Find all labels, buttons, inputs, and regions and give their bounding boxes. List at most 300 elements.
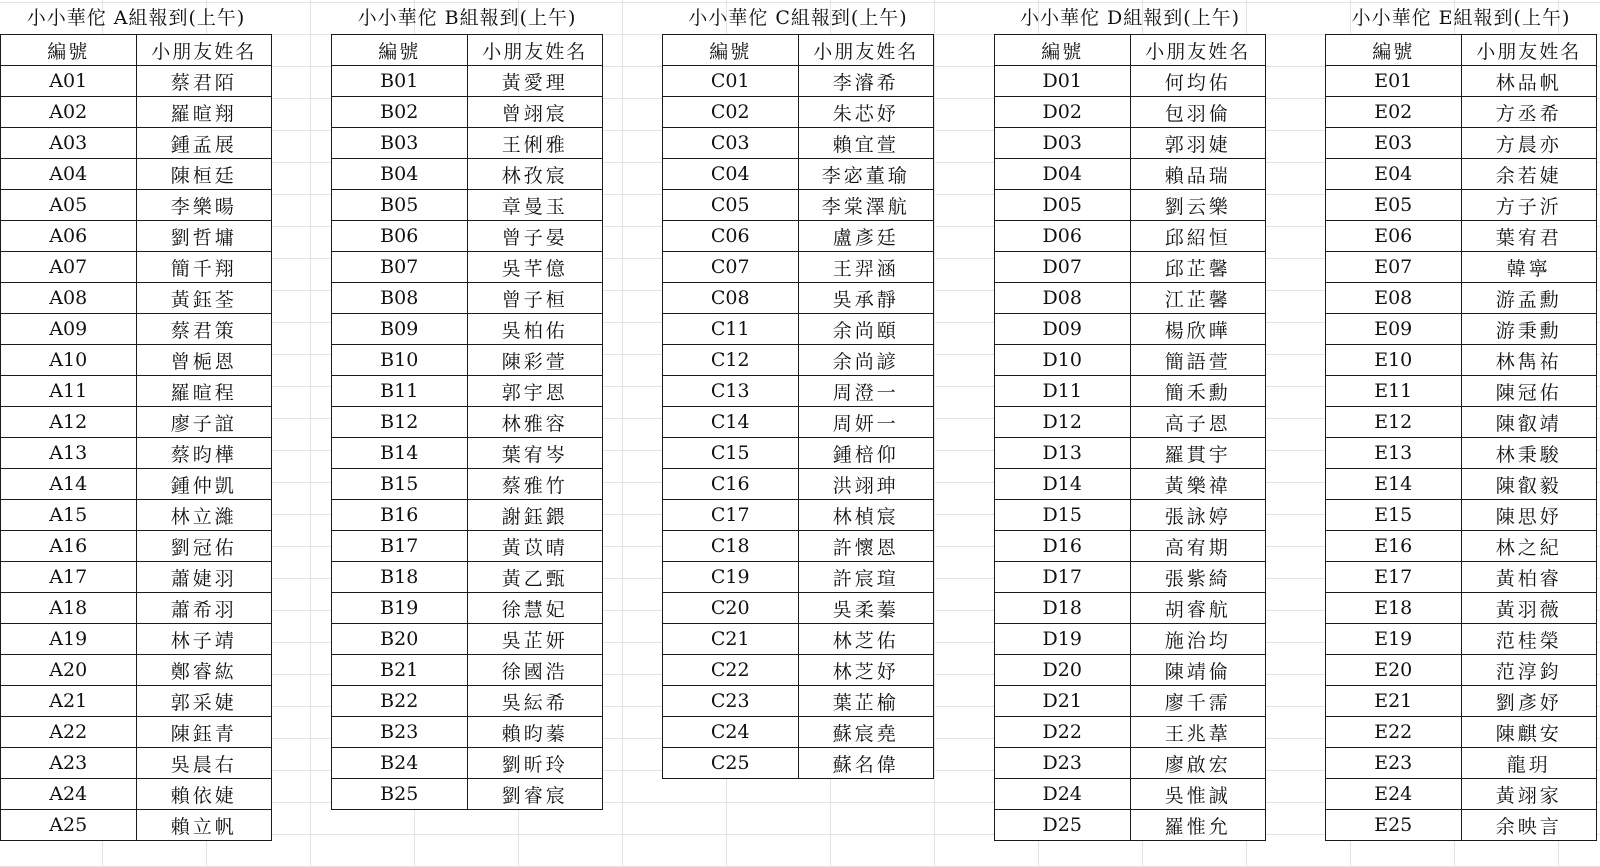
child-id-cell[interactable]: C03 <box>663 128 799 159</box>
child-id-cell[interactable]: A17 <box>1 562 137 593</box>
child-id-cell[interactable]: E10 <box>1326 345 1462 376</box>
child-id-cell[interactable]: E23 <box>1326 748 1462 779</box>
child-id-cell[interactable]: E18 <box>1326 593 1462 624</box>
child-name-cell[interactable]: 余若婕 <box>1461 159 1597 190</box>
child-name-cell[interactable]: 王俐雅 <box>467 128 603 159</box>
child-name-cell[interactable]: 林子靖 <box>136 624 272 655</box>
child-name-cell[interactable]: 賴品瑞 <box>1130 159 1266 190</box>
child-id-cell[interactable]: C25 <box>663 748 799 779</box>
child-name-cell[interactable]: 羅貫宇 <box>1130 438 1266 469</box>
child-id-cell[interactable]: E07 <box>1326 252 1462 283</box>
child-id-cell[interactable]: B23 <box>332 717 468 748</box>
child-id-cell[interactable]: A04 <box>1 159 137 190</box>
child-name-cell[interactable]: 蔡雅竹 <box>467 469 603 500</box>
child-name-cell[interactable]: 賴立帆 <box>136 810 272 841</box>
child-name-cell[interactable]: 曾子桓 <box>467 283 603 314</box>
child-id-cell[interactable]: E11 <box>1326 376 1462 407</box>
child-id-cell[interactable]: B05 <box>332 190 468 221</box>
child-name-cell[interactable]: 李棠澤航 <box>798 190 934 221</box>
child-name-cell[interactable]: 曾梔恩 <box>136 345 272 376</box>
table-row <box>663 717 934 748</box>
table-row <box>663 655 934 686</box>
child-id-cell[interactable]: D02 <box>995 97 1131 128</box>
child-name-cell[interactable]: 許懷恩 <box>798 531 934 562</box>
child-name-cell[interactable]: 吳紜希 <box>467 686 603 717</box>
table-row <box>332 624 603 655</box>
child-name-cell[interactable]: 林芝妤 <box>798 655 934 686</box>
child-id-cell[interactable]: C22 <box>663 655 799 686</box>
table-row <box>663 221 934 252</box>
child-name-cell[interactable]: 吳承靜 <box>798 283 934 314</box>
child-id-cell[interactable]: B25 <box>332 779 468 810</box>
child-id-cell[interactable]: B06 <box>332 221 468 252</box>
child-name-cell[interactable]: 羅暄翔 <box>136 97 272 128</box>
child-name-cell[interactable]: 鄭睿紘 <box>136 655 272 686</box>
child-name-cell[interactable]: 何均佑 <box>1130 66 1266 97</box>
child-id-cell[interactable]: A03 <box>1 128 137 159</box>
child-name-cell[interactable]: 林芝佑 <box>798 624 934 655</box>
child-name-cell[interactable]: 郭采婕 <box>136 686 272 717</box>
child-id-cell[interactable]: D20 <box>995 655 1131 686</box>
child-id-cell[interactable]: B14 <box>332 438 468 469</box>
child-id-cell[interactable]: C14 <box>663 407 799 438</box>
child-name-cell[interactable]: 鍾棓仰 <box>798 438 934 469</box>
header-id-cell[interactable]: 編號 <box>663 35 799 66</box>
child-name-cell[interactable]: 張紫綺 <box>1130 562 1266 593</box>
child-id-cell[interactable]: C18 <box>663 531 799 562</box>
table-row <box>995 531 1266 562</box>
child-id-cell[interactable]: B08 <box>332 283 468 314</box>
child-name-cell[interactable]: 陳冠佑 <box>1461 376 1597 407</box>
child-name-cell[interactable]: 吳柔蓁 <box>798 593 934 624</box>
table-row <box>1 345 272 376</box>
child-id-cell[interactable]: D08 <box>995 283 1131 314</box>
child-name-cell[interactable]: 劉哲墉 <box>136 221 272 252</box>
child-name-cell[interactable]: 郭宇恩 <box>467 376 603 407</box>
child-id-cell[interactable]: D17 <box>995 562 1131 593</box>
child-id-cell[interactable]: A05 <box>1 190 137 221</box>
child-id-cell[interactable]: D12 <box>995 407 1131 438</box>
child-name-cell[interactable]: 方丞希 <box>1461 97 1597 128</box>
table-row <box>1326 438 1597 469</box>
child-name-cell[interactable]: 許宸瑄 <box>798 562 934 593</box>
child-id-cell[interactable]: E01 <box>1326 66 1462 97</box>
child-id-cell[interactable]: A18 <box>1 593 137 624</box>
header-name-cell[interactable]: 小朋友姓名 <box>467 35 603 66</box>
child-name-cell[interactable]: 林品帆 <box>1461 66 1597 97</box>
child-name-cell[interactable]: 黃翊家 <box>1461 779 1597 810</box>
child-id-cell[interactable]: C08 <box>663 283 799 314</box>
table-row <box>1 593 272 624</box>
table-row <box>332 593 603 624</box>
child-name-cell[interactable]: 朱芯妤 <box>798 97 934 128</box>
child-name-cell[interactable]: 林立濰 <box>136 500 272 531</box>
child-id-cell[interactable]: D05 <box>995 190 1131 221</box>
child-id-cell[interactable]: A01 <box>1 66 137 97</box>
child-name-cell[interactable]: 廖子誼 <box>136 407 272 438</box>
child-id-cell[interactable]: E16 <box>1326 531 1462 562</box>
child-name-cell[interactable]: 陳桓廷 <box>136 159 272 190</box>
child-id-cell[interactable]: B15 <box>332 469 468 500</box>
child-id-cell[interactable]: B21 <box>332 655 468 686</box>
table-row <box>1 407 272 438</box>
child-name-cell[interactable]: 簡千翔 <box>136 252 272 283</box>
child-id-cell[interactable]: C16 <box>663 469 799 500</box>
child-id-cell[interactable]: D07 <box>995 252 1131 283</box>
child-id-cell[interactable]: A10 <box>1 345 137 376</box>
child-name-cell[interactable]: 陳鈺青 <box>136 717 272 748</box>
child-name-cell[interactable]: 王兆葦 <box>1130 717 1266 748</box>
child-id-cell[interactable]: C23 <box>663 686 799 717</box>
child-name-cell[interactable]: 方子沂 <box>1461 190 1597 221</box>
child-name-cell[interactable]: 王羿涵 <box>798 252 934 283</box>
child-name-cell[interactable]: 邱紹恒 <box>1130 221 1266 252</box>
child-name-cell[interactable]: 陳叡靖 <box>1461 407 1597 438</box>
child-id-cell[interactable]: B24 <box>332 748 468 779</box>
table-row <box>1 66 272 97</box>
child-name-cell[interactable]: 謝鈺鍡 <box>467 500 603 531</box>
child-id-cell[interactable]: B04 <box>332 159 468 190</box>
child-name-cell[interactable]: 劉昕玲 <box>467 748 603 779</box>
child-id-cell[interactable]: D09 <box>995 314 1131 345</box>
child-id-cell[interactable]: C20 <box>663 593 799 624</box>
child-id-cell[interactable]: E05 <box>1326 190 1462 221</box>
child-name-cell[interactable]: 蕭婕羽 <box>136 562 272 593</box>
table-row <box>1 314 272 345</box>
table-row <box>663 624 934 655</box>
child-name-cell[interactable]: 簡禾勳 <box>1130 376 1266 407</box>
child-id-cell[interactable]: E22 <box>1326 717 1462 748</box>
child-name-cell[interactable]: 葉宥岑 <box>467 438 603 469</box>
child-name-cell[interactable]: 羅惟允 <box>1130 810 1266 841</box>
child-id-cell[interactable]: D23 <box>995 748 1131 779</box>
table-row <box>332 779 603 810</box>
table-row <box>995 779 1266 810</box>
table-row <box>1 655 272 686</box>
child-name-cell[interactable]: 龍玥 <box>1461 748 1597 779</box>
table-row <box>332 345 603 376</box>
table-row <box>1 779 272 810</box>
child-name-cell[interactable]: 吳柏佑 <box>467 314 603 345</box>
child-id-cell[interactable]: B18 <box>332 562 468 593</box>
child-id-cell[interactable]: A13 <box>1 438 137 469</box>
child-name-cell[interactable]: 方晨亦 <box>1461 128 1597 159</box>
table-row <box>1326 717 1597 748</box>
child-name-cell[interactable]: 賴昀蓁 <box>467 717 603 748</box>
child-name-cell[interactable]: 林之紀 <box>1461 531 1597 562</box>
child-id-cell[interactable]: B20 <box>332 624 468 655</box>
child-name-cell[interactable]: 江芷馨 <box>1130 283 1266 314</box>
child-id-cell[interactable]: E14 <box>1326 469 1462 500</box>
child-id-cell[interactable]: B12 <box>332 407 468 438</box>
child-id-cell[interactable]: D15 <box>995 500 1131 531</box>
child-id-cell[interactable]: B22 <box>332 686 468 717</box>
child-id-cell[interactable]: B19 <box>332 593 468 624</box>
child-name-cell[interactable]: 郭羽婕 <box>1130 128 1266 159</box>
child-id-cell[interactable]: A23 <box>1 748 137 779</box>
child-id-cell[interactable]: A19 <box>1 624 137 655</box>
table-row <box>1326 469 1597 500</box>
group-title: 小小華佗 B組報到(上午) <box>357 7 577 29</box>
table-row <box>332 128 603 159</box>
child-name-cell[interactable]: 徐慧妃 <box>467 593 603 624</box>
child-id-cell[interactable]: E09 <box>1326 314 1462 345</box>
child-id-cell[interactable]: C21 <box>663 624 799 655</box>
child-id-cell[interactable]: D04 <box>995 159 1131 190</box>
table-row <box>1 686 272 717</box>
child-name-cell[interactable]: 林秉駿 <box>1461 438 1597 469</box>
child-name-cell[interactable]: 施治均 <box>1130 624 1266 655</box>
table-row <box>663 66 934 97</box>
child-name-cell[interactable]: 邱芷馨 <box>1130 252 1266 283</box>
child-name-cell[interactable]: 劉彥妤 <box>1461 686 1597 717</box>
child-id-cell[interactable]: B02 <box>332 97 468 128</box>
child-id-cell[interactable]: C11 <box>663 314 799 345</box>
child-id-cell[interactable]: D18 <box>995 593 1131 624</box>
child-id-cell[interactable]: A16 <box>1 531 137 562</box>
child-name-cell[interactable]: 吳芊億 <box>467 252 603 283</box>
child-id-cell[interactable]: C13 <box>663 376 799 407</box>
child-name-cell[interactable]: 鍾仲凱 <box>136 469 272 500</box>
child-id-cell[interactable]: C19 <box>663 562 799 593</box>
header-name-cell[interactable]: 小朋友姓名 <box>136 35 272 66</box>
child-id-cell[interactable]: C01 <box>663 66 799 97</box>
child-id-cell[interactable]: C06 <box>663 221 799 252</box>
header-name-cell[interactable]: 小朋友姓名 <box>1461 35 1597 66</box>
child-name-cell[interactable]: 陳麒安 <box>1461 717 1597 748</box>
child-id-cell[interactable]: C17 <box>663 500 799 531</box>
header-row <box>995 35 1266 66</box>
child-id-cell[interactable]: D10 <box>995 345 1131 376</box>
table-row <box>332 221 603 252</box>
child-name-cell[interactable]: 包羽倫 <box>1130 97 1266 128</box>
child-id-cell[interactable]: E17 <box>1326 562 1462 593</box>
child-name-cell[interactable]: 游秉勳 <box>1461 314 1597 345</box>
child-id-cell[interactable]: D21 <box>995 686 1131 717</box>
child-id-cell[interactable]: A12 <box>1 407 137 438</box>
child-name-cell[interactable]: 黃乙甄 <box>467 562 603 593</box>
table-row <box>663 314 934 345</box>
child-name-cell[interactable]: 陳叡毅 <box>1461 469 1597 500</box>
child-id-cell[interactable]: D16 <box>995 531 1131 562</box>
child-name-cell[interactable]: 劉睿宸 <box>467 779 603 810</box>
child-name-cell[interactable]: 陳思妤 <box>1461 500 1597 531</box>
child-name-cell[interactable]: 洪翊珅 <box>798 469 934 500</box>
child-id-cell[interactable]: B01 <box>332 66 468 97</box>
child-name-cell[interactable]: 高子恩 <box>1130 407 1266 438</box>
table-row <box>332 500 603 531</box>
child-name-cell[interactable]: 曾子晏 <box>467 221 603 252</box>
child-name-cell[interactable]: 周妍一 <box>798 407 934 438</box>
child-name-cell[interactable]: 賴宜萱 <box>798 128 934 159</box>
child-name-cell[interactable]: 余尚諺 <box>798 345 934 376</box>
child-id-cell[interactable]: B11 <box>332 376 468 407</box>
child-id-cell[interactable]: E12 <box>1326 407 1462 438</box>
child-id-cell[interactable]: D11 <box>995 376 1131 407</box>
child-id-cell[interactable]: E19 <box>1326 624 1462 655</box>
child-name-cell[interactable]: 林孜宸 <box>467 159 603 190</box>
child-name-cell[interactable]: 楊欣曄 <box>1130 314 1266 345</box>
child-name-cell[interactable]: 胡睿航 <box>1130 593 1266 624</box>
child-id-cell[interactable]: E03 <box>1326 128 1462 159</box>
child-id-cell[interactable]: A02 <box>1 97 137 128</box>
child-name-cell[interactable]: 劉冠佑 <box>136 531 272 562</box>
child-id-cell[interactable]: B16 <box>332 500 468 531</box>
header-id-cell[interactable]: 編號 <box>1326 35 1462 66</box>
table-row <box>663 438 934 469</box>
group-title: 小小華佗 C組報到(上午) <box>688 7 908 29</box>
child-id-cell[interactable]: C02 <box>663 97 799 128</box>
child-id-cell[interactable]: E08 <box>1326 283 1462 314</box>
child-id-cell[interactable]: D19 <box>995 624 1131 655</box>
child-id-cell[interactable]: E20 <box>1326 655 1462 686</box>
child-id-cell[interactable]: E15 <box>1326 500 1462 531</box>
child-id-cell[interactable]: A15 <box>1 500 137 531</box>
child-id-cell[interactable]: E25 <box>1326 810 1462 841</box>
table-row <box>1 531 272 562</box>
child-name-cell[interactable]: 吳芷妍 <box>467 624 603 655</box>
child-name-cell[interactable]: 葉芷榆 <box>798 686 934 717</box>
child-name-cell[interactable]: 余映言 <box>1461 810 1597 841</box>
child-name-cell[interactable]: 黃樂禕 <box>1130 469 1266 500</box>
child-name-cell[interactable]: 蔡君策 <box>136 314 272 345</box>
child-id-cell[interactable]: B10 <box>332 345 468 376</box>
child-name-cell[interactable]: 章曼玉 <box>467 190 603 221</box>
child-name-cell[interactable]: 高宥期 <box>1130 531 1266 562</box>
child-name-cell[interactable]: 范桂榮 <box>1461 624 1597 655</box>
child-name-cell[interactable]: 廖千霈 <box>1130 686 1266 717</box>
child-name-cell[interactable]: 蕭希羽 <box>136 593 272 624</box>
child-id-cell[interactable]: E02 <box>1326 97 1462 128</box>
child-name-cell[interactable]: 余尚頤 <box>798 314 934 345</box>
header-id-cell[interactable]: 編號 <box>1 35 137 66</box>
table-row <box>1326 221 1597 252</box>
child-id-cell[interactable]: A21 <box>1 686 137 717</box>
child-name-cell[interactable]: 廖啟宏 <box>1130 748 1266 779</box>
child-name-cell[interactable]: 黃鈺荃 <box>136 283 272 314</box>
table-row <box>995 810 1266 841</box>
child-id-cell[interactable]: C15 <box>663 438 799 469</box>
child-id-cell[interactable]: A20 <box>1 655 137 686</box>
child-name-cell[interactable]: 林雅容 <box>467 407 603 438</box>
child-name-cell[interactable]: 黃柏睿 <box>1461 562 1597 593</box>
child-name-cell[interactable]: 蔡昀樺 <box>136 438 272 469</box>
child-id-cell[interactable]: D25 <box>995 810 1131 841</box>
child-id-cell[interactable]: B07 <box>332 252 468 283</box>
child-id-cell[interactable]: C05 <box>663 190 799 221</box>
child-name-cell[interactable]: 劉云樂 <box>1130 190 1266 221</box>
child-name-cell[interactable]: 陳彩萱 <box>467 345 603 376</box>
child-name-cell[interactable]: 李濬希 <box>798 66 934 97</box>
child-name-cell[interactable]: 李樂暘 <box>136 190 272 221</box>
child-id-cell[interactable]: E04 <box>1326 159 1462 190</box>
table-row <box>1326 283 1597 314</box>
child-name-cell[interactable]: 葉宥君 <box>1461 221 1597 252</box>
child-name-cell[interactable]: 曾翊宸 <box>467 97 603 128</box>
table-row <box>995 159 1266 190</box>
child-id-cell[interactable]: D03 <box>995 128 1131 159</box>
child-id-cell[interactable]: A22 <box>1 717 137 748</box>
child-id-cell[interactable]: E21 <box>1326 686 1462 717</box>
table-row <box>995 500 1266 531</box>
group-title: 小小華佗 E組報到(上午) <box>1351 7 1571 29</box>
header-id-cell[interactable]: 編號 <box>332 35 468 66</box>
child-name-cell[interactable]: 游孟勳 <box>1461 283 1597 314</box>
child-id-cell[interactable]: C24 <box>663 717 799 748</box>
child-id-cell[interactable]: D14 <box>995 469 1131 500</box>
child-id-cell[interactable]: A14 <box>1 469 137 500</box>
child-id-cell[interactable]: D13 <box>995 438 1131 469</box>
child-name-cell[interactable]: 賴依婕 <box>136 779 272 810</box>
child-id-cell[interactable]: E24 <box>1326 779 1462 810</box>
header-name-cell[interactable]: 小朋友姓名 <box>798 35 934 66</box>
table-row <box>1326 345 1597 376</box>
child-id-cell[interactable]: C04 <box>663 159 799 190</box>
child-name-cell[interactable]: 徐國浩 <box>467 655 603 686</box>
table-row <box>663 407 934 438</box>
table-row <box>1326 97 1597 128</box>
table-row <box>995 438 1266 469</box>
child-id-cell[interactable]: A09 <box>1 314 137 345</box>
child-id-cell[interactable]: D06 <box>995 221 1131 252</box>
table-row <box>995 655 1266 686</box>
child-id-cell[interactable]: D01 <box>995 66 1131 97</box>
child-name-cell[interactable]: 蘇名偉 <box>798 748 934 779</box>
child-id-cell[interactable]: D24 <box>995 779 1131 810</box>
child-name-cell[interactable]: 鍾孟展 <box>136 128 272 159</box>
child-id-cell[interactable]: A25 <box>1 810 137 841</box>
child-name-cell[interactable]: 韓寧 <box>1461 252 1597 283</box>
child-id-cell[interactable]: A07 <box>1 252 137 283</box>
child-name-cell[interactable]: 陳靖倫 <box>1130 655 1266 686</box>
child-id-cell[interactable]: A24 <box>1 779 137 810</box>
child-name-cell[interactable]: 李宓董瑜 <box>798 159 934 190</box>
child-name-cell[interactable]: 盧彥廷 <box>798 221 934 252</box>
child-name-cell[interactable]: 林雋祐 <box>1461 345 1597 376</box>
child-id-cell[interactable]: E13 <box>1326 438 1462 469</box>
child-id-cell[interactable]: A06 <box>1 221 137 252</box>
child-id-cell[interactable]: E06 <box>1326 221 1462 252</box>
child-name-cell[interactable]: 林楨宸 <box>798 500 934 531</box>
child-name-cell[interactable]: 范淳鈞 <box>1461 655 1597 686</box>
child-id-cell[interactable]: B09 <box>332 314 468 345</box>
header-id-cell[interactable]: 編號 <box>995 35 1131 66</box>
roster-table <box>0 34 272 841</box>
child-name-cell[interactable]: 蔡君陌 <box>136 66 272 97</box>
child-id-cell[interactable]: A11 <box>1 376 137 407</box>
child-name-cell[interactable]: 吳晨右 <box>136 748 272 779</box>
child-id-cell[interactable]: B17 <box>332 531 468 562</box>
child-name-cell[interactable]: 黃羽薇 <box>1461 593 1597 624</box>
child-id-cell[interactable]: A08 <box>1 283 137 314</box>
table-row <box>1326 314 1597 345</box>
child-name-cell[interactable]: 張詠婷 <box>1130 500 1266 531</box>
child-id-cell[interactable]: B03 <box>332 128 468 159</box>
child-name-cell[interactable]: 周澄一 <box>798 376 934 407</box>
table-row <box>1 97 272 128</box>
child-name-cell[interactable]: 簡語萱 <box>1130 345 1266 376</box>
table-row <box>995 190 1266 221</box>
child-id-cell[interactable]: C07 <box>663 252 799 283</box>
child-name-cell[interactable]: 蘇宸堯 <box>798 717 934 748</box>
child-name-cell[interactable]: 吳惟誠 <box>1130 779 1266 810</box>
child-name-cell[interactable]: 黃苡晴 <box>467 531 603 562</box>
child-name-cell[interactable]: 羅暄程 <box>136 376 272 407</box>
child-id-cell[interactable]: C12 <box>663 345 799 376</box>
child-name-cell[interactable]: 黃愛理 <box>467 66 603 97</box>
header-name-cell[interactable]: 小朋友姓名 <box>1130 35 1266 66</box>
child-id-cell[interactable]: D22 <box>995 717 1131 748</box>
